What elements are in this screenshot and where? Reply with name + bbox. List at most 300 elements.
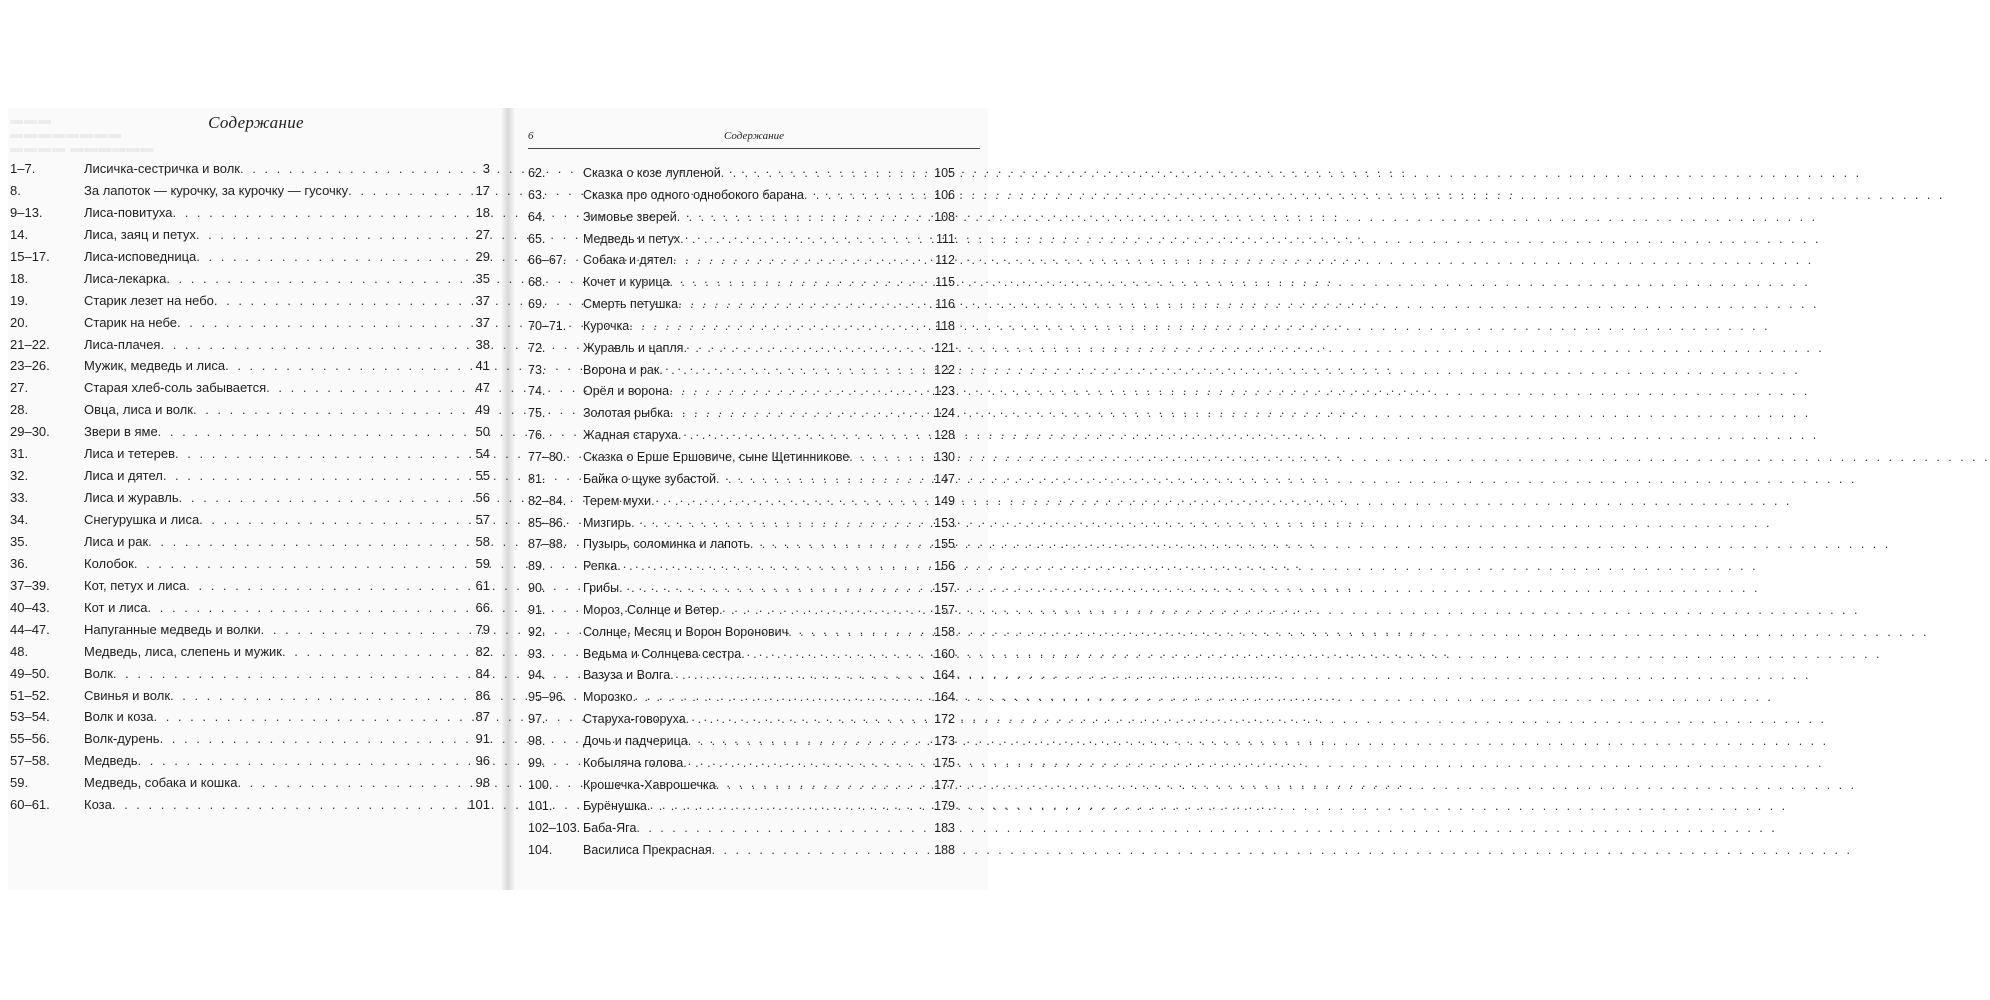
- toc-entry: [10, 772, 490, 794]
- entry-number: 72.: [528, 340, 546, 355]
- dot-leader: [673, 250, 933, 272]
- dot-leader: [148, 597, 474, 619]
- entry-title: Лисичка-сестричка и волк: [84, 161, 240, 176]
- dot-leader: [651, 491, 932, 513]
- entry-page-number: 101: [468, 797, 490, 813]
- entry-number: 87–88.: [528, 537, 567, 552]
- entry-number: 49–50.: [10, 665, 50, 681]
- toc-entry: [528, 622, 955, 644]
- entry-title: Бурёнушка: [583, 799, 647, 814]
- dot-leader: [716, 469, 932, 491]
- dot-leader: [617, 556, 932, 578]
- entry-number: 37–39.: [10, 577, 50, 593]
- entry-number: 102–103.: [528, 821, 581, 836]
- entry-title: Лиса, заяц и петух: [84, 226, 196, 242]
- toc-entry: [10, 553, 490, 575]
- entry-page-number: 49: [475, 402, 490, 418]
- dot-leader: [683, 338, 932, 360]
- toc-entry: [10, 377, 490, 399]
- dot-leader: [112, 794, 466, 816]
- entry-title: Сказка о козе лупленой: [583, 166, 721, 180]
- entry-page-number: 108: [934, 209, 955, 224]
- dot-leader: [196, 246, 473, 268]
- toc-entry: [10, 663, 490, 685]
- entry-page-number: 172: [934, 712, 955, 727]
- entry-number: 8.: [10, 182, 21, 198]
- running-head-title: Содержание: [723, 130, 784, 142]
- entry-number: 62.: [528, 166, 546, 180]
- entry-number: 27.: [10, 380, 29, 396]
- toc-entry: [528, 796, 955, 818]
- dot-leader: [170, 685, 474, 707]
- dot-leader: [196, 224, 474, 246]
- entry-page-number: 183: [934, 821, 955, 836]
- entry-title: Мизгирь: [583, 515, 632, 530]
- toc-entry: [528, 840, 955, 862]
- entry-page-number: 106: [934, 187, 955, 202]
- dot-leader: [166, 268, 473, 290]
- toc-entry: [10, 421, 490, 443]
- entry-number: 28.: [10, 402, 29, 418]
- dot-leader: [680, 229, 934, 251]
- toc-entry: [10, 290, 490, 312]
- toc-entry: [10, 399, 490, 421]
- dot-leader: [677, 207, 932, 229]
- toc-entry: [528, 163, 955, 185]
- entry-page-number: 96: [475, 753, 490, 769]
- dot-leader: [631, 513, 932, 535]
- toc-entry: [10, 246, 490, 268]
- toc-entry: [10, 224, 490, 246]
- entry-number: 92.: [528, 624, 546, 639]
- dot-leader: [629, 316, 933, 338]
- entry-page-number: 55: [475, 468, 490, 484]
- entry-number: 14.: [10, 226, 29, 242]
- dot-leader: [138, 750, 474, 772]
- toc-entry: [528, 272, 955, 294]
- entry-number: 100.: [528, 777, 553, 792]
- entry-page-number: 173: [934, 733, 955, 748]
- dot-leader: [225, 355, 473, 377]
- toc-entry: [10, 509, 490, 531]
- entry-number: 55–56.: [10, 731, 50, 747]
- entry-page-number: 98: [475, 775, 490, 791]
- entry-number: 98.: [528, 733, 546, 748]
- dot-leader: [172, 202, 473, 224]
- entry-page-number: 124: [934, 406, 955, 421]
- entry-number: 32.: [10, 468, 29, 484]
- entry-title: За лапоток — курочку, за курочку — гусочку: [84, 182, 349, 198]
- entry-title: Ворона и рак: [583, 362, 660, 377]
- entry-title: Солнце, Месяц и Ворон Воронович: [583, 624, 789, 639]
- toc-entry: [10, 531, 490, 553]
- entry-number: 29–30.: [10, 424, 50, 440]
- entry-title: Вазуза и Волга: [583, 668, 671, 683]
- dot-leader: [179, 487, 474, 509]
- entry-title: Медведь, лиса, слепень и мужик: [84, 643, 282, 659]
- dot-leader: [670, 403, 932, 425]
- toc-entry: [528, 469, 955, 491]
- toc-entry: [528, 425, 955, 447]
- entry-number: 51–52.: [10, 687, 50, 703]
- entry-number: 101.: [528, 799, 553, 814]
- entry-title: Старик лезет на небо: [84, 292, 214, 308]
- entry-title: Коза: [84, 797, 112, 813]
- entry-title: Лиса и дятел: [84, 468, 163, 484]
- entry-title: Медведь и петух: [583, 231, 681, 246]
- dot-leader: [647, 796, 932, 818]
- entry-title: Репка: [583, 559, 618, 574]
- entry-number: 77–80.: [528, 449, 567, 464]
- dot-leader: [788, 622, 932, 644]
- entry-page-number: 57: [475, 512, 490, 527]
- entry-number: 66–67.: [528, 253, 567, 268]
- entry-number: 74.: [528, 384, 546, 399]
- entry-number: 70–71.: [528, 318, 567, 333]
- dot-leader: [163, 465, 474, 487]
- entry-title: Пузырь, соломинка и лапоть: [583, 537, 750, 552]
- entry-page-number: 47: [475, 380, 490, 396]
- toc-entry: [10, 202, 490, 224]
- entry-page-number: 147: [934, 471, 955, 486]
- entry-page-number: 91: [475, 731, 490, 747]
- entry-title: Лиса и рак: [84, 533, 149, 549]
- entry-page-number: 177: [934, 777, 955, 792]
- toc-entry: [528, 818, 955, 840]
- entry-number: 23–26.: [10, 358, 50, 374]
- entry-number: 53–54.: [10, 709, 50, 725]
- entry-number: 33.: [10, 490, 29, 506]
- toc-entry: [528, 185, 955, 207]
- entry-title: Старуха-говоруха: [583, 712, 686, 727]
- toc-entry: [528, 229, 955, 251]
- entry-page-number: 79: [475, 621, 490, 637]
- dot-leader: [186, 575, 473, 597]
- dot-leader: [750, 534, 932, 556]
- entry-number: 19.: [10, 292, 29, 308]
- entry-page-number: 38: [475, 336, 490, 352]
- entry-number: 60–61.: [10, 797, 50, 813]
- dot-leader: [177, 312, 474, 334]
- entry-number: 91.: [528, 602, 546, 617]
- toc-entry: [10, 487, 490, 509]
- dot-leader: [688, 731, 932, 753]
- entry-title: Звери в яме: [84, 424, 158, 440]
- toc-entry: [10, 158, 490, 180]
- entry-title: Смерть петушка: [583, 297, 679, 312]
- toc-entry: [10, 641, 490, 663]
- entry-page-number: 58: [475, 533, 490, 549]
- toc-entry: [10, 443, 490, 465]
- entry-page-number: 121: [934, 340, 955, 355]
- entry-number: 63.: [528, 187, 546, 202]
- entry-title: Медведь: [84, 753, 138, 769]
- entry-number: 48.: [10, 643, 29, 659]
- dot-leader: [134, 553, 474, 575]
- entry-title: Лиса и журавль: [84, 490, 179, 506]
- toc-entry: [528, 403, 955, 425]
- dot-leader: [160, 728, 474, 750]
- dot-leader: [153, 706, 473, 728]
- toc-entry: [528, 491, 955, 513]
- dot-leader: [670, 665, 932, 687]
- entry-number: 1–7.: [10, 161, 36, 176]
- running-head-page-number: 6: [528, 130, 534, 142]
- entry-title: Мороз, Солнце и Ветер: [583, 602, 720, 617]
- entry-page-number: 3: [482, 161, 490, 176]
- entry-title: Кочет и курица: [583, 275, 670, 290]
- entry-title: Кобыляча голова: [583, 755, 684, 770]
- entry-number: 57–58.: [10, 753, 50, 769]
- entry-page-number: 82: [475, 643, 490, 659]
- entry-page-number: 128: [934, 428, 955, 443]
- entry-title: Сказка про одного однобокого барана: [583, 187, 804, 202]
- entry-page-number: 86: [475, 687, 490, 703]
- toc-entry: [528, 578, 955, 600]
- entry-page-number: 61: [475, 577, 490, 593]
- dot-leader: [240, 158, 481, 180]
- dot-leader: [636, 818, 932, 840]
- entry-number: 59.: [10, 775, 29, 791]
- entry-number: 73.: [528, 362, 546, 377]
- entry-page-number: 27: [475, 226, 490, 242]
- entry-page-number: 56: [475, 490, 490, 506]
- toc-entry: [528, 381, 955, 403]
- toc-entry: [528, 644, 955, 666]
- entry-number: 89.: [528, 559, 546, 574]
- entry-title: Свинья и волк: [84, 687, 171, 703]
- toc-entry: [10, 465, 490, 487]
- dot-leader: [804, 185, 932, 207]
- entry-number: 35.: [10, 533, 29, 549]
- dot-leader: [266, 377, 473, 399]
- toc-entry: [528, 775, 955, 797]
- entry-title: Лиса-исповедница: [84, 248, 197, 264]
- entry-number: 81.: [528, 471, 546, 486]
- entry-title: Кот и лиса: [84, 599, 148, 615]
- entry-page-number: 17: [475, 182, 490, 198]
- running-head: [528, 130, 980, 149]
- dot-leader: [237, 772, 473, 794]
- toc-list-right: [528, 163, 955, 862]
- toc-entry: [528, 600, 955, 622]
- entry-title: Овца, лиса и волк: [84, 402, 193, 418]
- toc-entry: [528, 513, 955, 535]
- toc-entry: [528, 534, 955, 556]
- dot-leader: [261, 619, 474, 641]
- dot-leader: [633, 687, 933, 709]
- entry-page-number: 164: [934, 668, 955, 683]
- toc-entry: [10, 268, 490, 290]
- entry-page-number: 175: [934, 755, 955, 770]
- entry-page-number: 156: [934, 559, 955, 574]
- entry-number: 15–17.: [10, 248, 50, 264]
- entry-page-number: 37: [475, 314, 490, 330]
- entry-page-number: 66: [475, 599, 490, 615]
- entry-title: Ведьма и Солнцева сестра: [583, 646, 742, 661]
- entry-number: 95–96.: [528, 690, 567, 705]
- entry-page-number: 155: [934, 537, 955, 552]
- dot-leader: [214, 290, 474, 312]
- entry-title: Старая хлеб-соль забывается: [84, 380, 267, 396]
- entry-title: Кот, петух и лиса: [84, 577, 187, 593]
- entry-title: Орёл и ворона: [583, 384, 670, 399]
- dot-leader: [148, 531, 473, 553]
- entry-number: 20.: [10, 314, 29, 330]
- entry-title: Дочь и падчерица: [583, 733, 688, 748]
- entry-title: Напуганные медведь и волки: [84, 621, 261, 637]
- entry-title: Сказка о Ерше Ершовиче, сыне Щетинникове: [583, 449, 850, 464]
- dot-leader: [669, 381, 932, 403]
- toc-entry: [528, 250, 955, 272]
- entry-number: 104.: [528, 843, 553, 858]
- dot-leader: [712, 840, 933, 862]
- entry-title: Байка о щуке зубастой: [583, 471, 717, 486]
- entry-page-number: 153: [934, 515, 955, 530]
- toc-entry: [10, 706, 490, 728]
- toc-entry: [10, 312, 490, 334]
- dot-leader: [348, 180, 473, 202]
- toc-entry: [528, 731, 955, 753]
- entry-title: Жадная старуха: [583, 428, 678, 443]
- dot-leader: [719, 600, 932, 622]
- entry-page-number: 50: [475, 424, 490, 440]
- entry-page-number: 84: [475, 665, 490, 681]
- entry-title: Лиса-плачея: [84, 336, 161, 352]
- entry-number: 99.: [528, 755, 546, 770]
- entry-number: 69.: [528, 297, 546, 312]
- toc-entry: [10, 334, 490, 356]
- entry-page-number: 122: [934, 362, 955, 377]
- entry-page-number: 41: [475, 358, 490, 374]
- toc-entry: [528, 338, 955, 360]
- toc-entry: [10, 575, 490, 597]
- dot-leader: [678, 425, 932, 447]
- entry-title: Лиса-повитуха: [84, 204, 173, 220]
- entry-number: 64.: [528, 209, 546, 224]
- entry-page-number: 179: [934, 799, 955, 814]
- dot-leader: [686, 709, 932, 731]
- entry-title: Волк: [84, 665, 113, 681]
- dot-leader: [716, 775, 932, 797]
- entry-page-number: 158: [934, 624, 955, 639]
- entry-number: 94.: [528, 668, 546, 683]
- entry-page-number: 115: [935, 275, 955, 290]
- entry-page-number: 149: [934, 493, 955, 508]
- toc-entry: [528, 316, 955, 338]
- toc-entry: [10, 728, 490, 750]
- entry-page-number: 160: [934, 646, 955, 661]
- entry-page-number: 111: [935, 231, 955, 246]
- toc-entry: [528, 687, 955, 709]
- dot-leader: [659, 360, 932, 382]
- toc-entry: [528, 207, 955, 229]
- toc-entry: [10, 685, 490, 707]
- entry-title: Лиса и тетерев: [84, 446, 176, 462]
- dot-leader: [741, 644, 932, 666]
- entry-page-number: 54: [475, 446, 490, 462]
- entry-number: 90.: [528, 581, 546, 596]
- toc-entry: [528, 360, 955, 382]
- entry-number: 9–13.: [10, 204, 43, 220]
- entry-number: 97.: [528, 712, 546, 727]
- dot-leader: [113, 663, 474, 685]
- bleed-through-text: ▬▬▬ ▬▬▬▬▬▬▬▬ ▬▬▬▬ ▬▬▬▬▬▬: [10, 112, 155, 155]
- dot-leader: [282, 641, 474, 663]
- dot-leader: [669, 272, 933, 294]
- entry-page-number: 157: [934, 581, 955, 596]
- entry-number: 82–84.: [528, 493, 567, 508]
- entry-number: 34.: [10, 512, 29, 527]
- entry-page-number: 35: [475, 270, 490, 286]
- dot-leader: [175, 443, 474, 465]
- entry-page-number: 118: [935, 318, 955, 333]
- entry-title: Волк-дурень: [84, 731, 160, 747]
- toc-entry: [528, 665, 955, 687]
- entry-page-number: 105: [934, 166, 955, 180]
- entry-title: Колобок: [84, 555, 134, 571]
- toc-entry: [10, 619, 490, 641]
- dot-leader: [678, 294, 933, 316]
- entry-number: 85–86.: [528, 515, 567, 530]
- toc-entry: [10, 180, 490, 202]
- entry-page-number: 116: [935, 297, 955, 312]
- entry-title: Василиса Прекрасная: [583, 843, 712, 858]
- entry-page-number: 123: [934, 384, 955, 399]
- entry-title: Золотая рыбка: [583, 406, 670, 421]
- entry-page-number: 130: [934, 449, 955, 464]
- entry-page-number: 87: [475, 709, 490, 725]
- entry-number: 68.: [528, 275, 546, 290]
- page-title: Содержание: [208, 113, 304, 132]
- entry-page-number: 112: [935, 253, 955, 268]
- entry-page-number: 37: [475, 292, 490, 308]
- entry-title: Грибы: [583, 581, 620, 596]
- entry-title: Зимовье зверей: [583, 209, 677, 224]
- entry-title: Собака и дятел: [583, 253, 673, 268]
- toc-entry: [10, 597, 490, 619]
- entry-number: 18.: [10, 270, 29, 286]
- dot-leader: [849, 447, 932, 469]
- entry-title: Морозко: [583, 690, 633, 705]
- dot-leader: [683, 753, 932, 775]
- toc-entry: [528, 294, 955, 316]
- dot-leader: [199, 509, 473, 531]
- toc-entry: [528, 753, 955, 775]
- dot-leader: [721, 163, 932, 185]
- dot-leader: [160, 334, 473, 356]
- entry-number: 93.: [528, 646, 546, 661]
- entry-number: 44–47.: [10, 621, 50, 637]
- entry-number: 75.: [528, 406, 546, 421]
- entry-number: 76.: [528, 428, 546, 443]
- entry-title: Снегурушка и лиса: [84, 512, 200, 527]
- dot-leader: [619, 578, 932, 600]
- toc-entry: [10, 794, 490, 816]
- toc-entry: [10, 750, 490, 772]
- entry-page-number: 59: [475, 555, 490, 571]
- entry-title: Старик на небе: [84, 314, 178, 330]
- entry-page-number: 29: [475, 248, 490, 264]
- entry-page-number: 157: [934, 602, 955, 617]
- dot-leader: [193, 399, 474, 421]
- toc-entry: [528, 709, 955, 731]
- entry-title: Баба-Яга: [583, 821, 637, 836]
- dot-leader: [158, 421, 474, 443]
- entry-page-number: 164: [934, 690, 955, 705]
- entry-title: Терем мухи: [583, 493, 652, 508]
- entry-number: 65.: [528, 231, 546, 246]
